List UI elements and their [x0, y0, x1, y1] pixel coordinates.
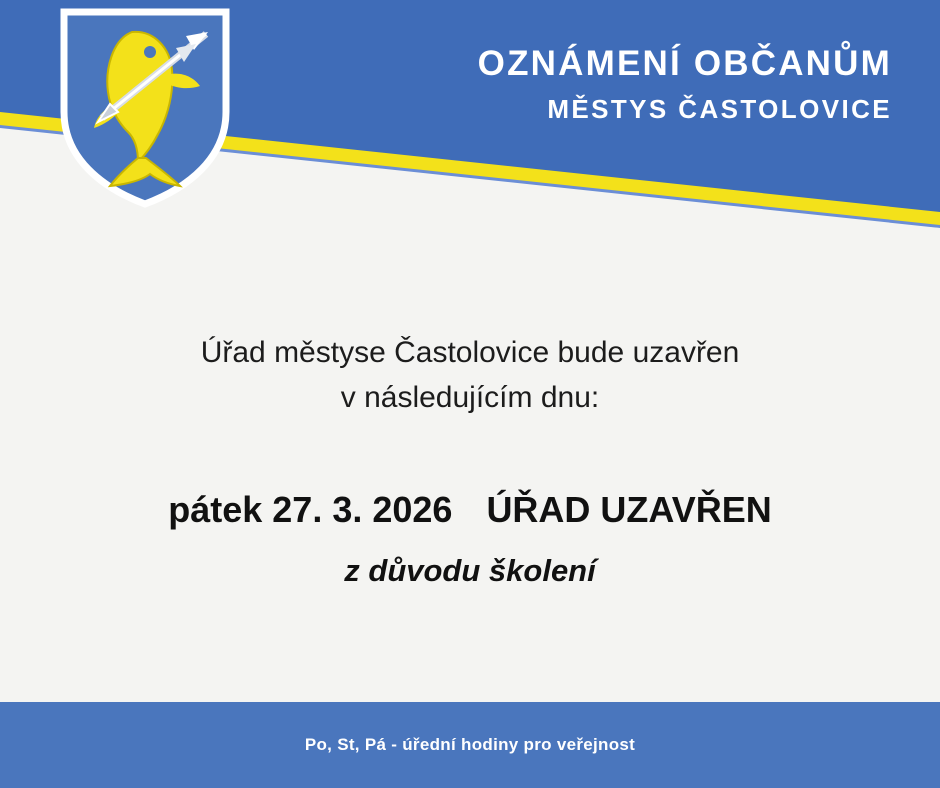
poster-header: [0, 0, 940, 235]
poster-body: [0, 235, 940, 702]
notice-row: [0, 489, 940, 531]
intro-line-2: v následujícím dnu:: [340, 381, 600, 414]
intro-block: [0, 330, 940, 420]
notice-date: pátek 27. 3. 2026: [168, 489, 453, 530]
notice-status: ÚŘAD UZAVŘEN: [486, 489, 772, 530]
poster-footer: [0, 702, 940, 788]
header-subtitle: MĚSTYS ČASTOLOVICE: [547, 94, 892, 125]
header-text-block: [478, 44, 892, 125]
footer-text: Po, St, Pá - úřední hodiny pro veřejnost: [304, 735, 636, 754]
coat-of-arms-fish-arrow-icon: [58, 8, 232, 208]
intro-line-1: Úřad městyse Častolovice bude uzavřen: [200, 336, 740, 369]
header-title: OZNÁMENÍ OBČANŮM: [477, 44, 892, 83]
notice-reason: z důvodu školení: [344, 553, 596, 588]
